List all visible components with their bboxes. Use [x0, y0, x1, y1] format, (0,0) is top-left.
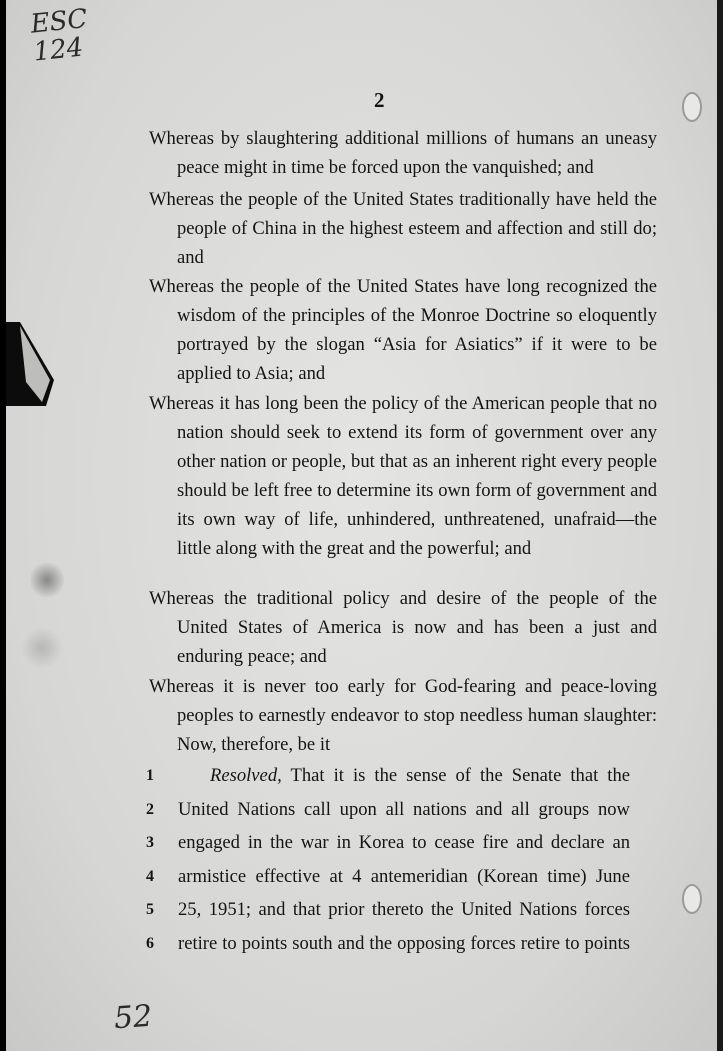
whereas-clause: Whereas the traditional policy and desire of the people of the United States of America is now and has been a just and enduring peace; and [149, 588, 657, 667]
line-number: 5 [146, 901, 154, 918]
scan-edge [717, 0, 723, 1051]
resolution-line-text: 25, 1951; and that prior thereto the United Nations forces [178, 899, 630, 920]
page-number: 2 [374, 88, 385, 112]
handwritten-line-1: ESC [29, 3, 89, 40]
stain-mark [30, 560, 64, 600]
punch-hole-icon [682, 884, 702, 914]
resolution-line [146, 896, 632, 930]
resolution-section [146, 762, 632, 963]
handwritten-line-2: 124 [32, 32, 85, 68]
resolution-line-text: retire to points south and the opposing forces retire to points [178, 932, 630, 954]
whereas-clause: Whereas the people of the United States have long recognized the wisdom of the principles of the Monroe Doctrine so eloquently portrayed by the slogan “Asia for Asiatics” if it were to be applied to Asia; and [149, 276, 657, 384]
paper-tab-icon [6, 322, 54, 406]
resolution-line [146, 796, 632, 830]
document-page [6, 0, 717, 1051]
resolution-line-text: engaged in the war in Korea to cease fire and declare an [178, 832, 630, 853]
resolution-line [146, 930, 632, 964]
resolution-line-text: Resolved, That it is the sense of the Senate that the [210, 765, 631, 786]
whereas-clause: Whereas the people of the United States traditionally have held the people of China in the highest esteem and affection and still do; and [149, 189, 657, 268]
line-number: 4 [146, 867, 154, 885]
punch-hole-icon [682, 92, 702, 122]
resolved-word: Resolved, [210, 765, 282, 786]
resolution-line [146, 863, 632, 897]
resolution-line-text: United Nations call upon all nations and all groups now [178, 798, 630, 820]
handwritten-annotation-top-left [29, 1, 124, 66]
whereas-clause: Whereas it has long been the policy of the American people that no nation should seek to extend its form of government over any other nation or people, but that as an inherent right every people should be left free to determine its own form of government and its own way of life, unhindered, unthreatened, unafraid—the little along with the great and the powerful; and [149, 393, 657, 559]
resolution-line-text: armistice effective at 4 antemeridian (Korean time) June [178, 865, 630, 887]
handwritten-annotation-bottom-left: 52 [112, 998, 154, 1037]
line-number: 1 [146, 767, 154, 784]
stain-mark [20, 628, 64, 668]
resolution-line [146, 762, 632, 796]
line-number: 3 [146, 834, 154, 851]
whereas-clause: Whereas by slaughtering additional millions of humans an uneasy peace might in time be forced upon the vanquished; and [149, 128, 657, 178]
resolution-line [146, 829, 632, 863]
whereas-clause: Whereas it is never too early for God-fearing and peace-loving peoples to earnestly endeavor to stop needless human slaughter: Now, therefore, be it [149, 676, 657, 755]
line-number: 6 [146, 934, 154, 952]
line-number: 2 [146, 800, 154, 818]
